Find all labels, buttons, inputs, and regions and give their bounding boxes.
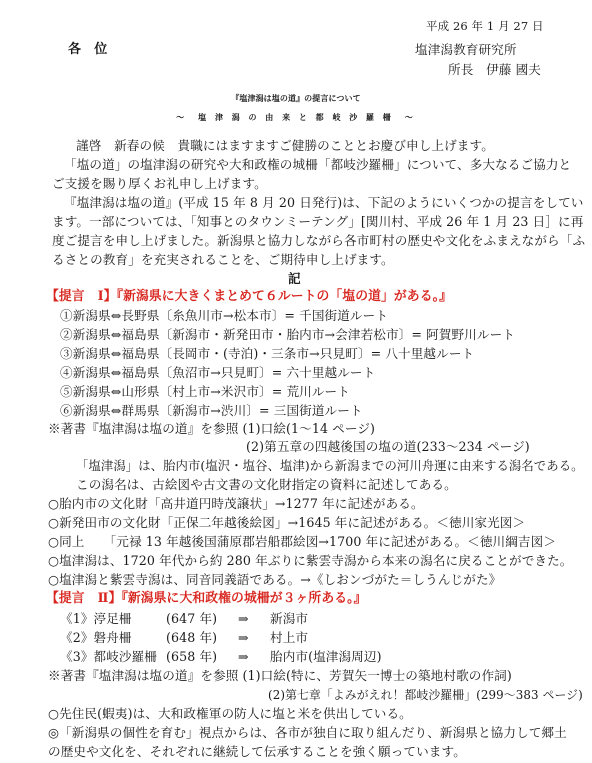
body-line: ○塩津潟と紫雲寺潟は、同音同義語である。→《しおンづがた＝しうんじがた》 [48, 572, 502, 587]
date: 平成 26 年 1 月 27 日 [426, 19, 544, 33]
body-line: この潟名は、古絵図や古文書の文化財指定の資料に記述してある。 [76, 477, 457, 492]
fort-place: 新潟市 [270, 611, 309, 626]
fort-year: (658 年) [166, 649, 218, 664]
fort-name: 《2》磐舟柵 [60, 630, 132, 645]
route-item: ⑥新潟県⇔群馬県〔新潟市→渋川〕= 三国街道ルート [60, 403, 363, 418]
organization: 塩津潟教育研究所 [415, 42, 517, 57]
intro-line: 謹啓 新春の候 貴職にはますますご健勝のこととお慶び申し上げます。 [76, 138, 494, 153]
body-line: ○新発田市の文化財「正保二年越後絵図」→1645 年に記述がある。＜徳川家光図＞ [48, 515, 526, 530]
body-line: ◎「新潟県の個性を育む」視点からは、各市が独自に取り組んだり、新潟県と協力して郷土 [48, 725, 567, 740]
intro-line: 『塩津潟は塩の道』(平成 15 年 8 月 20 日発行)は、下記のようにいくつかの提言をしてい [64, 195, 584, 210]
route-item: ②新潟県⇔福島県〔新潟市・新発田市・胎内市→会津若松市〕= 阿賀野川ルート [60, 327, 515, 342]
fort-place: 村上市 [270, 630, 309, 645]
arrow-icon: ⇒ [238, 611, 249, 626]
fort-place: 胎内市(塩津潟周辺) [270, 649, 382, 664]
proposal-1-heading: 【提言 Ⅰ】『新潟県に大きくまとめて６ルートの「塩の道」がある。』 [46, 289, 452, 304]
reference-line: ※著書『塩津潟は塩の道』を参照 (1)口絵(特に、芳賀矢一博士の築地村歌の作詞) [48, 668, 512, 683]
addressee: 各 位 [68, 42, 108, 57]
body-line: 「塩津潟」は、胎内市(塩沢・塩谷、塩津)から新潟までの河川舟運に由来する潟名である。 [76, 459, 584, 473]
intro-line: ます。一部については、「知事とのタウンミーテング」[関川村、平成 26 年 1 月 23 日］に再 [52, 214, 584, 229]
author: 所長 伊藤 國夫 [448, 62, 541, 77]
reference-line: (2)第五章の四越後国の塩の道(233～234 ページ) [246, 439, 530, 454]
fort-name: 《1》渟足柵 [60, 611, 132, 626]
proposal-2-heading: 【提言 Ⅱ】『新潟県に大和政権の城柵が３ヶ所ある。』 [46, 591, 367, 606]
route-item: ③新潟県⇔福島県〔長岡市・(寺泊)・三条市→只見町〕= 八十里越ルート [60, 346, 475, 361]
body-line: ○塩津潟は、1720 年代から約 280 年ぶりに紫雲寺潟から本来の潟名に戻ることができた。 [48, 553, 573, 568]
body-line: の歴史や文化を、それぞれに継続して伝承することを強く願っています。 [48, 744, 466, 759]
fort-year: (648 年) [166, 630, 218, 645]
route-item: ④新潟県⇔福島県〔魚沼市→只見町〕= 六十里越ルート [60, 365, 376, 380]
body-line: ○先住民(蝦夷)は、大和政権軍の防人に塩と米を供出している。 [48, 706, 412, 721]
reference-line: (2)第七章「よみがえれ！都岐沙羅柵」(299～383 ページ) [268, 688, 583, 702]
body-line: ○胎内市の文化財「高井道円時茂譲状」→1277 年に記述がある。 [48, 496, 424, 511]
document-subtitle: ～ 塩 津 潟 の 由 来 と 都 岐 沙 羅 柵 ～ [176, 112, 416, 122]
route-item: ⑤新潟県⇔山形県〔村上市→米沢市〕= 荒川ルート [60, 384, 350, 399]
route-item: ①新潟県⇔長野県〔糸魚川市→松本市〕= 千国街道ルート [60, 308, 389, 323]
body-line: ○同上 「元禄 13 年越後国蒲原郡岩船郡絵図→1700 年に記述がある。＜徳川綱吉図＞ [48, 534, 557, 549]
arrow-icon: ⇒ [238, 649, 249, 664]
reference-line: ※著書『塩津潟は塩の道』を参照 (1)口絵(1～14 ページ) [48, 421, 376, 436]
ki-marker: 記 [288, 271, 301, 286]
intro-line: 度ご提言を申し上げました。新潟県と協力しながら各市町村の歴史や文化をふまえながら「ふ [52, 233, 586, 248]
intro-line: るさとの教育」を充実されることを、ご期待申し上げます。 [52, 252, 394, 267]
intro-line: 「塩の道」の塩津潟の研究や大和政権の城柵「都岐沙羅柵」について、多大なるご協力と [64, 157, 572, 172]
fort-year: (647 年) [166, 611, 218, 626]
document-title: 『塩津潟は塩の道』の提言について [231, 93, 361, 103]
arrow-icon: ⇒ [238, 630, 249, 645]
intro-line: ご支援を賜り厚くお礼申し上げます。 [52, 176, 267, 191]
fort-name: 《3》都岐沙羅柵 [60, 649, 157, 664]
